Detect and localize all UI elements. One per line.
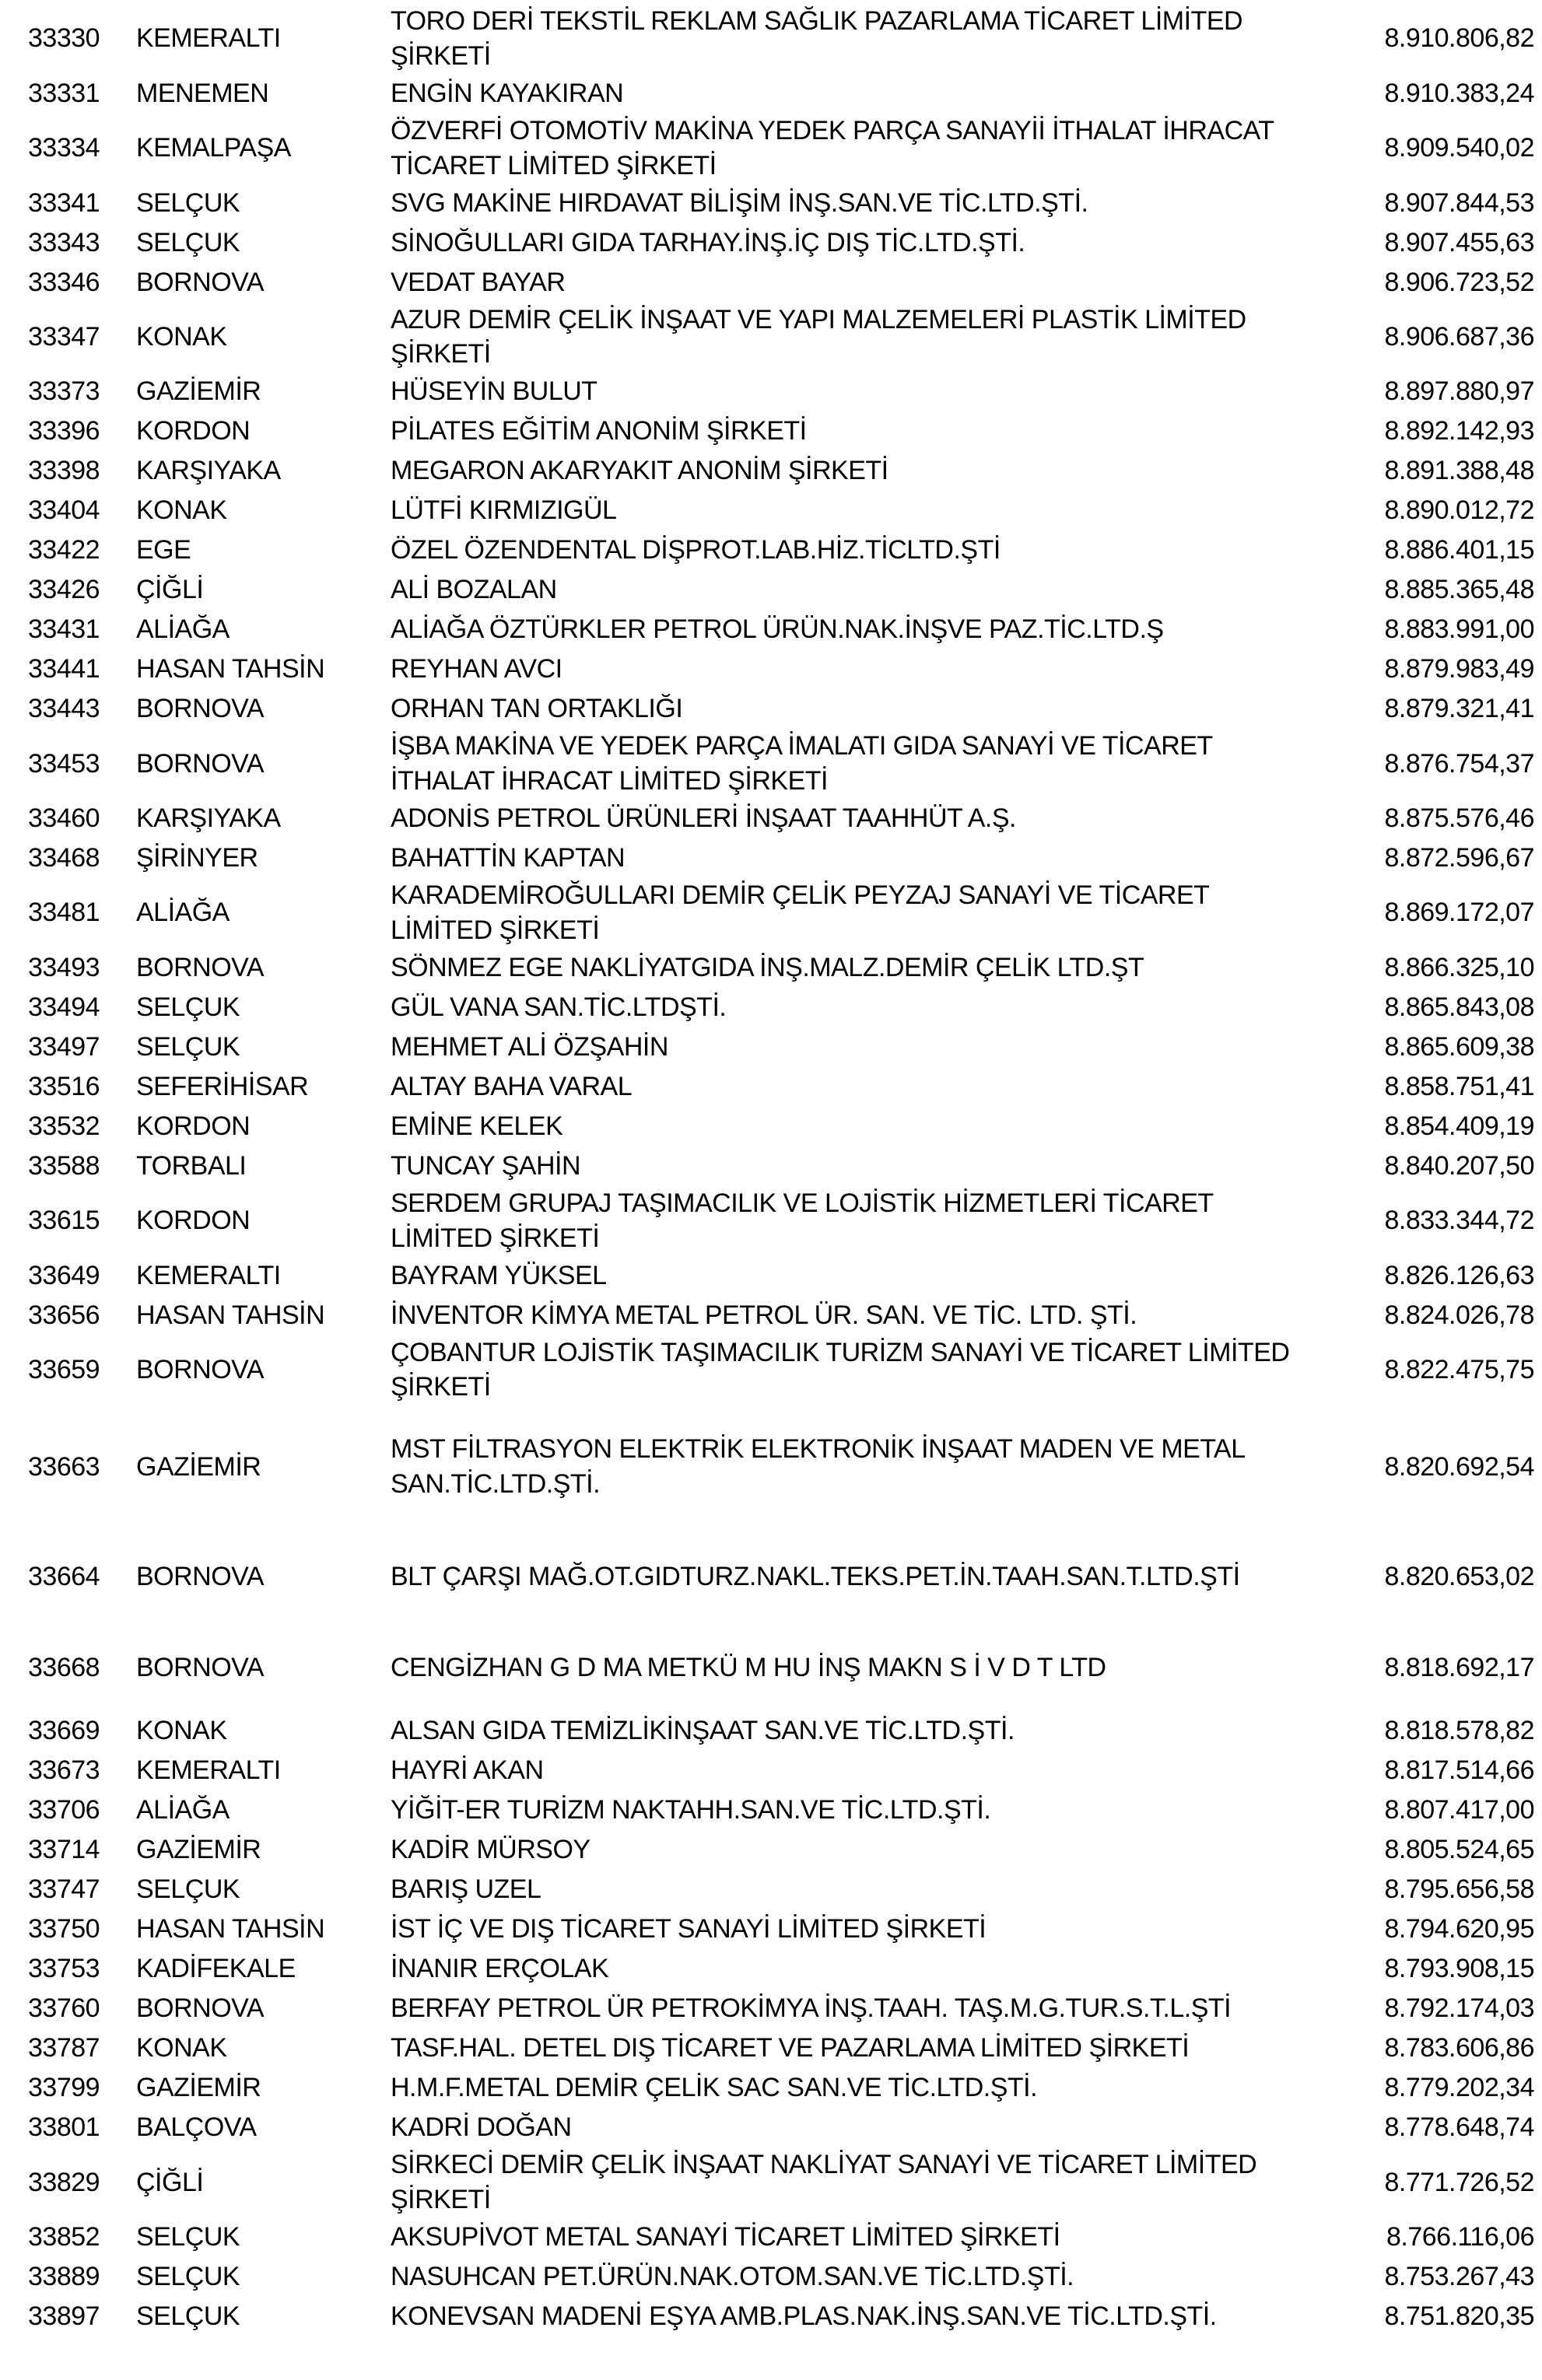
cell-name: YİĞİT-ER TURİZM NAKTAHH.SAN.VE TİC.LTD.ŞTİ. — [391, 1795, 991, 1825]
cell-amount: 8.779.202,34 — [1384, 2073, 1534, 2103]
cell-no: 33669 — [28, 1716, 100, 1746]
cell-amount: 8.907.455,63 — [1384, 227, 1534, 257]
table-row — [0, 948, 1542, 988]
table-row — [0, 1027, 1542, 1067]
cell-amount: 8.824.026,78 — [1384, 1300, 1534, 1330]
cell-amount: 8.833.344,72 — [1384, 1206, 1534, 1236]
table-row — [0, 1711, 1542, 1751]
table-row — [0, 2028, 1542, 2068]
cell-amount: 8.906.687,36 — [1384, 321, 1534, 352]
table-row — [0, 1989, 1542, 2028]
cell-no: 33649 — [28, 1260, 100, 1290]
cell-amount: 8.818.692,17 — [1384, 1652, 1534, 1682]
cell-name: İNVENTOR KİMYA METAL PETROL ÜR. SAN. VE TİC. LTD. ŞTİ. — [391, 1300, 1137, 1330]
cell-name: ALİ BOZALAN — [391, 575, 557, 605]
cell-name: ALİAĞA ÖZTÜRKLER PETROL ÜRÜN.NAK.İNŞVE PAZ.TİC.LTD.Ş — [391, 614, 1164, 645]
cell-no: 33656 — [28, 1300, 100, 1330]
cell-no: 33829 — [28, 2167, 100, 2197]
taxpayer-list-table — [0, 4, 1542, 2336]
cell-amount: 8.872.596,67 — [1384, 843, 1534, 873]
table-row — [0, 1405, 1542, 1529]
table-row — [0, 799, 1542, 838]
cell-no: 33760 — [28, 1993, 100, 2024]
cell-no: 33706 — [28, 1795, 100, 1825]
cell-no: 33852 — [28, 2222, 100, 2252]
cell-district: GAZİEMİR — [136, 2073, 261, 2103]
cell-amount: 8.805.524,65 — [1384, 1835, 1534, 1865]
cell-amount: 8.792.174,03 — [1384, 1993, 1534, 2024]
cell-no: 33659 — [28, 1354, 100, 1384]
cell-name: BERFAY PETROL ÜR PETROKİMYA İNŞ.TAAH. TAŞ.M.G.TUR.S.T.L.ŞTİ — [391, 1993, 1232, 2024]
cell-district: BORNOVA — [136, 748, 265, 779]
cell-amount: 8.817.514,66 — [1384, 1755, 1534, 1786]
table-row — [0, 1949, 1542, 1989]
cell-name: KONEVSAN MADENİ EŞYA AMB.PLAS.NAK.İNŞ.SAN.VE TİC.LTD.ŞTİ. — [391, 2301, 1217, 2332]
cell-district: KORDON — [136, 416, 251, 446]
table-row — [0, 1830, 1542, 1870]
cell-name: SÖNMEZ EGE NAKLİYATGIDA İNŞ.MALZ.DEMİR ÇELİK LTD.ŞT — [391, 952, 1144, 982]
table-row — [0, 2108, 1542, 2147]
cell-amount: 8.807.417,00 — [1384, 1795, 1534, 1825]
cell-name: ÖZVERFİ OTOMOTİV MAKİNA YEDEK PARÇA SANAYİİ İTHALAT İHRACAT TİCARET LİMİTED ŞİRKETİ — [391, 115, 1274, 180]
cell-district: KORDON — [136, 1206, 251, 1236]
table-row — [0, 1107, 1542, 1146]
cell-amount: 8.909.540,02 — [1384, 133, 1534, 163]
table-row — [0, 4, 1542, 74]
cell-district: HASAN TAHSİN — [136, 654, 325, 684]
cell-district: KADİFEKALE — [136, 1954, 296, 1984]
cell-name: CENGİZHAN G D MA METKÜ M HU İNŞ MAKN S İ V D T LTD — [391, 1652, 1106, 1682]
cell-amount: 8.840.207,50 — [1384, 1150, 1534, 1181]
cell-district: KONAK — [136, 1716, 227, 1746]
cell-district: BORNOVA — [136, 1561, 265, 1591]
cell-no: 33343 — [28, 227, 100, 257]
table-row — [0, 1186, 1542, 1256]
table-row — [0, 74, 1542, 114]
cell-district: BORNOVA — [136, 267, 265, 297]
cell-district: KONAK — [136, 321, 227, 352]
cell-name: AKSUPİVOT METAL SANAYİ TİCARET LİMİTED ŞİRKETİ — [391, 2222, 1060, 2252]
cell-name: SİRKECİ DEMİR ÇELİK İNŞAAT NAKLİYAT SANAYİ VE TİCARET LİMİTED ŞİRKETİ — [391, 2150, 1257, 2215]
cell-amount: 8.778.648,74 — [1384, 2112, 1534, 2143]
cell-no: 33331 — [28, 78, 100, 108]
cell-no: 33799 — [28, 2073, 100, 2103]
table-row — [0, 729, 1542, 799]
cell-name: VEDAT BAYAR — [391, 267, 566, 297]
table-row — [0, 2297, 1542, 2336]
cell-no: 33532 — [28, 1111, 100, 1141]
cell-no: 33588 — [28, 1150, 100, 1181]
cell-district: KEMALPAŞA — [136, 133, 291, 163]
cell-district: ŞİRİNYER — [136, 843, 258, 873]
table-row — [0, 1146, 1542, 1186]
cell-district: KARŞIYAKA — [136, 803, 281, 834]
cell-name: ORHAN TAN ORTAKLIĞI — [391, 694, 683, 724]
cell-district: GAZİEMİR — [136, 376, 261, 407]
cell-name: KADİR MÜRSOY — [391, 1835, 591, 1865]
cell-amount: 8.820.653,02 — [1384, 1561, 1534, 1591]
table-row — [0, 303, 1542, 373]
cell-name: TUNCAY ŞAHİN — [391, 1150, 581, 1181]
cell-district: KORDON — [136, 1111, 251, 1141]
cell-name: İNANIR ERÇOLAK — [391, 1954, 609, 1984]
cell-district: KONAK — [136, 2033, 227, 2063]
cell-district: SELÇUK — [136, 227, 240, 257]
cell-name: BAHATTİN KAPTAN — [391, 843, 626, 873]
cell-district: HASAN TAHSİN — [136, 1300, 325, 1330]
cell-amount: 8.794.620,95 — [1384, 1914, 1534, 1944]
cell-no: 33431 — [28, 614, 100, 645]
cell-no: 33426 — [28, 575, 100, 605]
cell-amount: 8.753.267,43 — [1384, 2262, 1534, 2292]
cell-name: EMİNE KELEK — [391, 1111, 563, 1141]
cell-no: 33493 — [28, 952, 100, 982]
cell-district: TORBALI — [136, 1150, 247, 1181]
cell-district: ÇİĞLİ — [136, 575, 204, 605]
cell-name: BARIŞ UZEL — [391, 1874, 541, 1905]
cell-name: SERDEM GRUPAJ TAŞIMACILIK VE LOJİSTİK HİZMETLERİ TİCARET LİMİTED ŞİRKETİ — [391, 1188, 1214, 1253]
cell-no: 33801 — [28, 2112, 100, 2143]
table-row — [0, 1296, 1542, 1335]
table-row — [0, 878, 1542, 948]
cell-district: SELÇUK — [136, 1874, 240, 1905]
table-row — [0, 1790, 1542, 1830]
table-row — [0, 263, 1542, 303]
cell-no: 33747 — [28, 1874, 100, 1905]
cell-no: 33341 — [28, 187, 100, 218]
cell-no: 33663 — [28, 1451, 100, 1482]
cell-amount: 8.891.388,48 — [1384, 456, 1534, 486]
cell-name: ALTAY BAHA VARAL — [391, 1071, 633, 1101]
cell-district: MENEMEN — [136, 78, 269, 108]
table-row — [0, 411, 1542, 451]
cell-name: ALSAN GIDA TEMİZLİKİNŞAAT SAN.VE TİC.LTD.ŞTİ. — [391, 1716, 1015, 1746]
cell-district: HASAN TAHSİN — [136, 1914, 325, 1944]
cell-district: BORNOVA — [136, 952, 265, 982]
cell-amount: 8.907.844,53 — [1384, 187, 1534, 218]
cell-no: 33398 — [28, 456, 100, 486]
table-row — [0, 2217, 1542, 2257]
cell-amount: 8.771.726,52 — [1384, 2167, 1534, 2197]
cell-amount: 8.886.401,15 — [1384, 535, 1534, 565]
cell-district: ALİAĞA — [136, 898, 230, 928]
cell-name: SİNOĞULLARI GIDA TARHAY.İNŞ.İÇ DIŞ TİC.LTD.ŞTİ. — [391, 227, 1025, 257]
cell-district: KONAK — [136, 495, 227, 526]
cell-amount: 8.818.578,82 — [1384, 1716, 1534, 1746]
cell-no: 33516 — [28, 1071, 100, 1101]
table-row — [0, 570, 1542, 610]
cell-district: SELÇUK — [136, 2301, 240, 2332]
cell-district: KARŞIYAKA — [136, 456, 281, 486]
cell-name: TASF.HAL. DETEL DIŞ TİCARET VE PAZARLAMA LİMİTED ŞİRKETİ — [391, 2033, 1190, 2063]
cell-amount: 8.822.475,75 — [1384, 1354, 1534, 1384]
cell-no: 33334 — [28, 133, 100, 163]
cell-no: 33615 — [28, 1206, 100, 1236]
cell-amount: 8.751.820,35 — [1384, 2301, 1534, 2332]
cell-name: ÇOBANTUR LOJİSTİK TAŞIMACILIK TURİZM SANAYİ VE TİCARET LİMİTED ŞİRKETİ — [391, 1337, 1290, 1402]
cell-name: ENGİN KAYAKIRAN — [391, 78, 624, 108]
cell-name: SVG MAKİNE HIRDAVAT BİLİŞİM İNŞ.SAN.VE TİC.LTD.ŞTİ. — [391, 187, 1088, 218]
cell-district: SELÇUK — [136, 2222, 240, 2252]
cell-no: 33422 — [28, 535, 100, 565]
cell-amount: 8.865.843,08 — [1384, 992, 1534, 1022]
cell-no: 33714 — [28, 1835, 100, 1865]
cell-name: MST FİLTRASYON ELEKTRİK ELEKTRONİK İNŞAAT MADEN VE METAL SAN.TİC.LTD.ŞTİ. — [391, 1434, 1245, 1500]
cell-name: İST İÇ VE DIŞ TİCARET SANAYİ LİMİTED ŞİRKETİ — [391, 1914, 987, 1944]
cell-name: PİLATES EĞİTİM ANONİM ŞİRKETİ — [391, 416, 807, 446]
cell-no: 33330 — [28, 23, 100, 54]
table-row — [0, 491, 1542, 530]
cell-district: SELÇUK — [136, 992, 240, 1022]
cell-no: 33750 — [28, 1914, 100, 1944]
cell-district: SELÇUK — [136, 187, 240, 218]
table-row — [0, 610, 1542, 649]
cell-no: 33673 — [28, 1755, 100, 1786]
cell-amount: 8.906.723,52 — [1384, 267, 1534, 297]
cell-amount: 8.910.806,82 — [1384, 23, 1534, 54]
cell-name: LÜTFİ KIRMIZIGÜL — [391, 495, 617, 526]
cell-district: BORNOVA — [136, 694, 265, 724]
cell-amount: 8.890.012,72 — [1384, 495, 1534, 526]
cell-amount: 8.820.692,54 — [1384, 1451, 1534, 1482]
cell-amount: 8.879.983,49 — [1384, 654, 1534, 684]
table-row — [0, 114, 1542, 184]
table-row — [0, 838, 1542, 878]
cell-amount: 8.865.609,38 — [1384, 1031, 1534, 1062]
cell-district: SELÇUK — [136, 1031, 240, 1062]
table-row — [0, 451, 1542, 491]
cell-no: 33497 — [28, 1031, 100, 1062]
cell-no: 33460 — [28, 803, 100, 834]
cell-no: 33668 — [28, 1652, 100, 1682]
cell-name: ADONİS PETROL ÜRÜNLERİ İNŞAAT TAAHHÜT A.Ş. — [391, 803, 1016, 834]
cell-name: MEHMET ALİ ÖZŞAHİN — [391, 1031, 668, 1062]
cell-no: 33494 — [28, 992, 100, 1022]
cell-no: 33347 — [28, 321, 100, 352]
cell-amount: 8.826.126,63 — [1384, 1260, 1534, 1290]
cell-district: BORNOVA — [136, 1993, 265, 2024]
cell-amount: 8.875.576,46 — [1384, 803, 1534, 834]
cell-amount: 8.885.365,48 — [1384, 575, 1534, 605]
table-row — [0, 689, 1542, 729]
cell-no: 33441 — [28, 654, 100, 684]
cell-no: 33443 — [28, 694, 100, 724]
table-row — [0, 1751, 1542, 1790]
cell-name: KADRİ DOĞAN — [391, 2112, 572, 2143]
table-row — [0, 184, 1542, 223]
cell-district: GAZİEMİR — [136, 1451, 261, 1482]
cell-name: MEGARON AKARYAKIT ANONİM ŞİRKETİ — [391, 456, 888, 486]
cell-no: 33373 — [28, 376, 100, 407]
cell-district: GAZİEMİR — [136, 1835, 261, 1865]
table-row — [0, 223, 1542, 263]
cell-district: BORNOVA — [136, 1652, 265, 1682]
cell-no: 33468 — [28, 843, 100, 873]
table-row — [0, 2257, 1542, 2297]
table-row — [0, 2147, 1542, 2217]
cell-amount: 8.795.656,58 — [1384, 1874, 1534, 1905]
cell-name: ÖZEL ÖZENDENTAL DİŞPROT.LAB.HİZ.TİCLTD.ŞTİ — [391, 535, 1001, 565]
cell-no: 33664 — [28, 1561, 100, 1591]
table-row — [0, 372, 1542, 411]
cell-name: REYHAN AVCI — [391, 654, 562, 684]
cell-district: SELÇUK — [136, 2262, 240, 2292]
cell-district: ÇİĞLİ — [136, 2167, 204, 2197]
cell-no: 33753 — [28, 1954, 100, 1984]
cell-amount: 8.766.116,06 — [1386, 2222, 1534, 2252]
cell-no: 33481 — [28, 898, 100, 928]
table-row — [0, 530, 1542, 570]
cell-amount: 8.869.172,07 — [1384, 898, 1534, 928]
cell-name: H.M.F.METAL DEMİR ÇELİK SAC SAN.VE TİC.LTD.ŞTİ. — [391, 2073, 1038, 2103]
table-row — [0, 649, 1542, 689]
cell-name: İŞBA MAKİNA VE YEDEK PARÇA İMALATI GIDA SANAYİ VE TİCARET İTHALAT İHRACAT LİMİTED ŞİRKETİ — [391, 731, 1213, 796]
table-row — [0, 1256, 1542, 1296]
cell-amount: 8.783.606,86 — [1384, 2033, 1534, 2063]
cell-amount: 8.876.754,37 — [1384, 748, 1534, 779]
cell-amount: 8.866.325,10 — [1384, 952, 1534, 982]
cell-district: KEMERALTI — [136, 1755, 281, 1786]
cell-district: KEMERALTI — [136, 1260, 281, 1290]
table-row — [0, 1870, 1542, 1909]
cell-no: 33396 — [28, 416, 100, 446]
cell-no: 33453 — [28, 748, 100, 779]
cell-no: 33404 — [28, 495, 100, 526]
cell-name: AZUR DEMİR ÇELİK İNŞAAT VE YAPI MALZEMELERİ PLASTİK LİMİTED ŞİRKETİ — [391, 304, 1246, 369]
cell-name: KARADEMİROĞULLARI DEMİR ÇELİK PEYZAJ SANAYİ VE TİCARET LİMİTED ŞİRKETİ — [391, 880, 1209, 945]
cell-amount: 8.883.991,00 — [1384, 614, 1534, 645]
cell-name: HÜSEYİN BULUT — [391, 376, 598, 407]
cell-name: TORO DERİ TEKSTİL REKLAM SAĞLIK PAZARLAMA TİCARET LİMİTED ŞİRKETİ — [391, 6, 1243, 71]
cell-no: 33346 — [28, 267, 100, 297]
table-row — [0, 988, 1542, 1027]
cell-name: NASUHCAN PET.ÜRÜN.NAK.OTOM.SAN.VE TİC.LTD.ŞTİ. — [391, 2262, 1074, 2292]
cell-name: HAYRİ AKAN — [391, 1755, 544, 1786]
cell-district: ALİAĞA — [136, 1795, 230, 1825]
table-row — [0, 1529, 1542, 1624]
cell-district: EGE — [136, 535, 191, 565]
table-row — [0, 1624, 1542, 1711]
table-row — [0, 1067, 1542, 1107]
cell-amount: 8.879.321,41 — [1384, 694, 1534, 724]
table-row — [0, 1335, 1542, 1405]
cell-amount: 8.892.142,93 — [1384, 416, 1534, 446]
cell-amount: 8.910.383,24 — [1384, 78, 1534, 108]
cell-name: BLT ÇARŞI MAĞ.OT.GIDTURZ.NAKL.TEKS.PET.İN.TAAH.SAN.T.LTD.ŞTİ — [391, 1561, 1240, 1591]
cell-no: 33897 — [28, 2301, 100, 2332]
cell-amount: 8.858.751,41 — [1384, 1071, 1534, 1101]
cell-no: 33787 — [28, 2033, 100, 2063]
table-row — [0, 1909, 1542, 1949]
cell-district: ALİAĞA — [136, 614, 230, 645]
cell-district: SEFERİHİSAR — [136, 1071, 309, 1101]
cell-amount: 8.854.409,19 — [1384, 1111, 1534, 1141]
cell-name: BAYRAM YÜKSEL — [391, 1260, 607, 1290]
cell-district: KEMERALTI — [136, 23, 281, 54]
cell-amount: 8.897.880,97 — [1384, 376, 1534, 407]
table-row — [0, 2068, 1542, 2108]
cell-district: BALÇOVA — [136, 2112, 257, 2143]
cell-district: BORNOVA — [136, 1354, 265, 1384]
cell-amount: 8.793.908,15 — [1384, 1954, 1534, 1984]
cell-no: 33889 — [28, 2262, 100, 2292]
cell-name: GÜL VANA SAN.TİC.LTDŞTİ. — [391, 992, 727, 1022]
